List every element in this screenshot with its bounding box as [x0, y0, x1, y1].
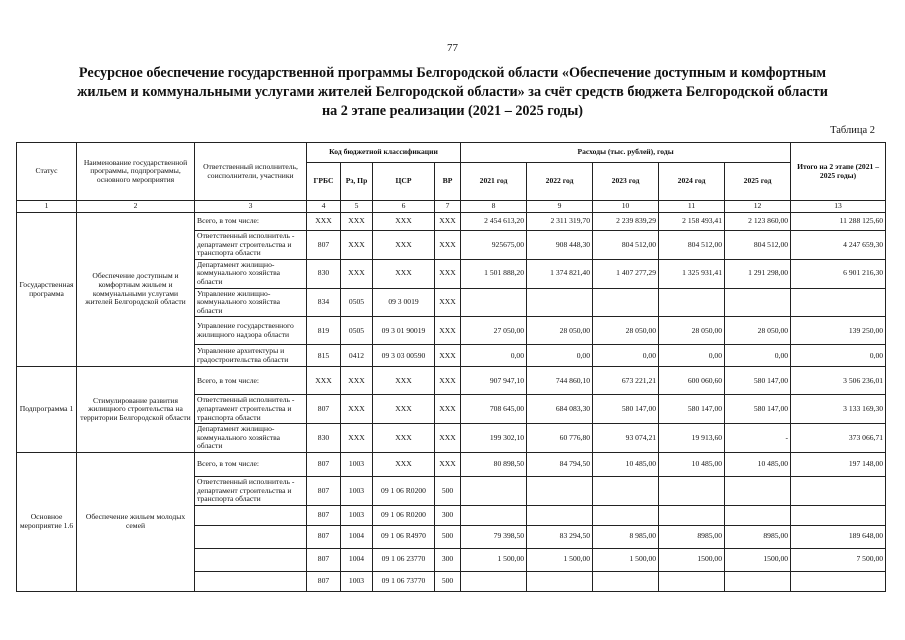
responsible-cell: Департамент жилищно-коммунального хозяйства области	[195, 259, 307, 288]
total-cell: 4 247 659,30	[791, 231, 886, 260]
table-label: Таблица 2	[830, 125, 875, 136]
year-2022-cell: 1 374 821,40	[527, 259, 593, 288]
document-title	[20, 64, 885, 121]
rz-pr-cell: 1004	[341, 548, 373, 571]
header-year-2025: 2025 год	[725, 163, 791, 201]
header-year-2023: 2023 год	[593, 163, 659, 201]
year-2021-cell: 2 454 613,20	[461, 213, 527, 231]
year-2021-cell: 0,00	[461, 345, 527, 367]
csr-cell: 09 3 01 90019	[373, 317, 435, 345]
col-num: 6	[373, 201, 435, 213]
vr-cell: ХХХ	[435, 452, 461, 476]
year-2025-cell: 2 123 860,00	[725, 213, 791, 231]
grbs-cell: 807	[307, 452, 341, 476]
rz-pr-cell: 0505	[341, 288, 373, 317]
total-cell: 139 250,00	[791, 317, 886, 345]
year-2022-cell	[527, 505, 593, 525]
title-line-3: на 2 этапе реализации (2021 – 2025 годы)	[321, 103, 584, 119]
total-cell	[791, 571, 886, 591]
year-2021-cell: 1 500,00	[461, 548, 527, 571]
year-2025-cell: 804 512,00	[725, 231, 791, 260]
responsible-cell: Ответственный исполнитель - департамент строительства и транспорта области	[195, 395, 307, 424]
csr-cell: ХХХ	[373, 367, 435, 395]
header-expenses: Расходы (тыс. рублей), годы	[461, 143, 791, 163]
year-2023-cell: 673 221,21	[593, 367, 659, 395]
vr-cell: 300	[435, 505, 461, 525]
total-cell: 11 288 125,60	[791, 213, 886, 231]
header-responsible: Ответственный исполнитель, соисполнители, участники	[195, 143, 307, 201]
year-2021-cell	[461, 288, 527, 317]
year-2023-cell: 10 485,00	[593, 452, 659, 476]
vr-cell: ХХХ	[435, 424, 461, 453]
rz-pr-cell: ХХХ	[341, 395, 373, 424]
responsible-cell: Всего, в том числе:	[195, 213, 307, 231]
col-num: 11	[659, 201, 725, 213]
year-2024-cell	[659, 571, 725, 591]
total-cell	[791, 288, 886, 317]
csr-cell: ХХХ	[373, 231, 435, 260]
header-year-2024: 2024 год	[659, 163, 725, 201]
grbs-cell: 834	[307, 288, 341, 317]
year-2024-cell: 1 325 931,41	[659, 259, 725, 288]
year-2025-cell: 1500,00	[725, 548, 791, 571]
col-num: 5	[341, 201, 373, 213]
header-total: Итого на 2 этапе (2021 – 2025 годы)	[791, 143, 886, 201]
year-2023-cell: 8 985,00	[593, 525, 659, 548]
year-2025-cell	[725, 505, 791, 525]
vr-cell: ХХХ	[435, 288, 461, 317]
header-csr: ЦСР	[373, 163, 435, 201]
table-row	[17, 367, 886, 395]
csr-cell: 09 3 0019	[373, 288, 435, 317]
vr-cell: ХХХ	[435, 345, 461, 367]
vr-cell: 300	[435, 548, 461, 571]
year-2021-cell: 80 898,50	[461, 452, 527, 476]
year-2025-cell: 0,00	[725, 345, 791, 367]
year-2024-cell: 600 060,60	[659, 367, 725, 395]
total-cell: 0,00	[791, 345, 886, 367]
csr-cell: 09 3 03 00590	[373, 345, 435, 367]
year-2025-cell: 28 050,00	[725, 317, 791, 345]
year-2025-cell: -	[725, 424, 791, 453]
year-2021-cell: 79 398,50	[461, 525, 527, 548]
year-2021-cell	[461, 571, 527, 591]
total-cell: 3 506 236,01	[791, 367, 886, 395]
year-2023-cell	[593, 476, 659, 505]
year-2023-cell: 2 239 839,29	[593, 213, 659, 231]
grbs-cell: 819	[307, 317, 341, 345]
budget-table	[16, 142, 886, 592]
year-2023-cell: 1 500,00	[593, 548, 659, 571]
year-2023-cell: 1 407 277,29	[593, 259, 659, 288]
responsible-cell	[195, 571, 307, 591]
col-num: 1	[17, 201, 77, 213]
year-2022-cell: 2 311 319,70	[527, 213, 593, 231]
header-budget-code: Код бюджетной классификации	[307, 143, 461, 163]
header-status: Статус	[17, 143, 77, 201]
col-num: 9	[527, 201, 593, 213]
page-number: 77	[447, 42, 458, 54]
title-line-2: жильем и коммунальными услугами жителей Белгородской области» за счёт средств бюджета Белгородской области	[77, 84, 828, 100]
grbs-cell: 807	[307, 231, 341, 260]
responsible-cell	[195, 505, 307, 525]
year-2024-cell: 10 485,00	[659, 452, 725, 476]
year-2024-cell	[659, 476, 725, 505]
year-2025-cell	[725, 476, 791, 505]
year-2022-cell	[527, 288, 593, 317]
table-body	[17, 213, 886, 592]
grbs-cell: 830	[307, 424, 341, 453]
column-number-row	[17, 201, 886, 213]
grbs-cell: 807	[307, 548, 341, 571]
year-2024-cell: 19 913,60	[659, 424, 725, 453]
responsible-cell: Ответственный исполнитель - департамент строительства и транспорта области	[195, 231, 307, 260]
vr-cell: ХХХ	[435, 395, 461, 424]
total-cell: 189 648,00	[791, 525, 886, 548]
csr-cell: ХХХ	[373, 259, 435, 288]
total-cell: 197 148,00	[791, 452, 886, 476]
year-2021-cell: 925675,00	[461, 231, 527, 260]
status-cell: Подпрограмма 1	[17, 367, 77, 453]
csr-cell: 09 1 06 23770	[373, 548, 435, 571]
total-cell	[791, 505, 886, 525]
responsible-cell	[195, 525, 307, 548]
rz-pr-cell: ХХХ	[341, 367, 373, 395]
grbs-cell: 807	[307, 395, 341, 424]
vr-cell: ХХХ	[435, 259, 461, 288]
total-cell	[791, 476, 886, 505]
year-2024-cell	[659, 505, 725, 525]
year-2023-cell: 804 512,00	[593, 231, 659, 260]
responsible-cell: Управление государственного жилищного надзора области	[195, 317, 307, 345]
col-num: 2	[77, 201, 195, 213]
header-year-2022: 2022 год	[527, 163, 593, 201]
year-2024-cell: 1500,00	[659, 548, 725, 571]
rz-pr-cell: 0505	[341, 317, 373, 345]
col-num: 12	[725, 201, 791, 213]
col-num: 4	[307, 201, 341, 213]
rz-pr-cell: 0412	[341, 345, 373, 367]
year-2022-cell: 744 860,10	[527, 367, 593, 395]
year-2023-cell: 0,00	[593, 345, 659, 367]
title-line-1: Ресурсное обеспечение государственной программы Белгородской области «Обеспечение доступным и комфортным	[78, 65, 827, 81]
grbs-cell: 807	[307, 476, 341, 505]
rz-pr-cell: 1003	[341, 476, 373, 505]
year-2023-cell	[593, 505, 659, 525]
rz-pr-cell: ХХХ	[341, 231, 373, 260]
grbs-cell: 815	[307, 345, 341, 367]
vr-cell: ХХХ	[435, 231, 461, 260]
year-2021-cell	[461, 476, 527, 505]
grbs-cell: 807	[307, 571, 341, 591]
vr-cell: ХХХ	[435, 367, 461, 395]
vr-cell: ХХХ	[435, 213, 461, 231]
responsible-cell: Департамент жилищно-коммунального хозяйства области	[195, 424, 307, 453]
year-2024-cell: 2 158 493,41	[659, 213, 725, 231]
responsible-cell: Управление жилищно-коммунального хозяйства области	[195, 288, 307, 317]
year-2022-cell: 83 294,50	[527, 525, 593, 548]
grbs-cell: 830	[307, 259, 341, 288]
grbs-cell: 807	[307, 525, 341, 548]
year-2022-cell: 684 083,30	[527, 395, 593, 424]
year-2022-cell	[527, 571, 593, 591]
year-2024-cell: 28 050,00	[659, 317, 725, 345]
header-year-2021: 2021 год	[461, 163, 527, 201]
csr-cell: 09 1 06 R4970	[373, 525, 435, 548]
header-grbs: ГРБС	[307, 163, 341, 201]
rz-pr-cell: 1003	[341, 571, 373, 591]
vr-cell: 500	[435, 571, 461, 591]
header-rz-pr: Рз, Пр	[341, 163, 373, 201]
year-2023-cell	[593, 288, 659, 317]
col-num: 7	[435, 201, 461, 213]
year-2022-cell: 28 050,00	[527, 317, 593, 345]
year-2022-cell: 908 448,30	[527, 231, 593, 260]
total-cell: 7 500,00	[791, 548, 886, 571]
year-2022-cell: 0,00	[527, 345, 593, 367]
program-name-cell: Обеспечение жильем молодых семей	[77, 452, 195, 591]
total-cell: 3 133 169,30	[791, 395, 886, 424]
col-num: 8	[461, 201, 527, 213]
year-2025-cell	[725, 288, 791, 317]
year-2025-cell: 10 485,00	[725, 452, 791, 476]
year-2022-cell	[527, 476, 593, 505]
year-2025-cell	[725, 571, 791, 591]
rz-pr-cell: 1003	[341, 505, 373, 525]
table-row	[17, 213, 886, 231]
rz-pr-cell: ХХХ	[341, 213, 373, 231]
year-2024-cell: 804 512,00	[659, 231, 725, 260]
table-row	[17, 452, 886, 476]
year-2023-cell: 93 074,21	[593, 424, 659, 453]
year-2021-cell: 708 645,00	[461, 395, 527, 424]
responsible-cell: Ответственный исполнитель - департамент строительства и транспорта области	[195, 476, 307, 505]
csr-cell: 09 1 06 R0200	[373, 505, 435, 525]
csr-cell: 09 1 06 R0200	[373, 476, 435, 505]
csr-cell: ХХХ	[373, 424, 435, 453]
year-2025-cell: 580 147,00	[725, 395, 791, 424]
vr-cell: ХХХ	[435, 317, 461, 345]
grbs-cell: ХХХ	[307, 367, 341, 395]
responsible-cell: Всего, в том числе:	[195, 452, 307, 476]
header-vr: ВР	[435, 163, 461, 201]
year-2023-cell: 28 050,00	[593, 317, 659, 345]
col-num: 10	[593, 201, 659, 213]
year-2022-cell: 1 500,00	[527, 548, 593, 571]
year-2024-cell: 0,00	[659, 345, 725, 367]
year-2025-cell: 580 147,00	[725, 367, 791, 395]
year-2022-cell: 60 776,80	[527, 424, 593, 453]
responsible-cell: Всего, в том числе:	[195, 367, 307, 395]
vr-cell: 500	[435, 525, 461, 548]
header-name: Наименование государственной программы, подпрограммы, основного мероприятия	[77, 143, 195, 201]
rz-pr-cell: ХХХ	[341, 424, 373, 453]
year-2025-cell: 1 291 298,00	[725, 259, 791, 288]
total-cell: 373 066,71	[791, 424, 886, 453]
status-cell: Основное мероприятие 1.6	[17, 452, 77, 591]
year-2021-cell: 199 302,10	[461, 424, 527, 453]
csr-cell: ХХХ	[373, 213, 435, 231]
year-2021-cell: 27 050,00	[461, 317, 527, 345]
col-num: 3	[195, 201, 307, 213]
col-num: 13	[791, 201, 886, 213]
year-2021-cell: 907 947,10	[461, 367, 527, 395]
year-2023-cell: 580 147,00	[593, 395, 659, 424]
year-2024-cell: 8985,00	[659, 525, 725, 548]
csr-cell: ХХХ	[373, 395, 435, 424]
grbs-cell: 807	[307, 505, 341, 525]
status-cell: Государственная программа	[17, 213, 77, 367]
responsible-cell: Управление архитектуры и градостроительства области	[195, 345, 307, 367]
csr-cell: ХХХ	[373, 452, 435, 476]
rz-pr-cell: ХХХ	[341, 259, 373, 288]
year-2022-cell: 84 794,50	[527, 452, 593, 476]
year-2021-cell: 1 501 888,20	[461, 259, 527, 288]
rz-pr-cell: 1004	[341, 525, 373, 548]
grbs-cell: ХХХ	[307, 213, 341, 231]
program-name-cell: Стимулирование развития жилищного строительства на территории Белгородской области	[77, 367, 195, 453]
vr-cell: 500	[435, 476, 461, 505]
rz-pr-cell: 1003	[341, 452, 373, 476]
year-2023-cell	[593, 571, 659, 591]
responsible-cell	[195, 548, 307, 571]
year-2025-cell: 8985,00	[725, 525, 791, 548]
program-name-cell: Обеспечение доступным и комфортным жильем и коммунальными услугами жителей Белгородской области	[77, 213, 195, 367]
year-2021-cell	[461, 505, 527, 525]
year-2024-cell	[659, 288, 725, 317]
csr-cell: 09 1 06 73770	[373, 571, 435, 591]
total-cell: 6 901 216,30	[791, 259, 886, 288]
year-2024-cell: 580 147,00	[659, 395, 725, 424]
